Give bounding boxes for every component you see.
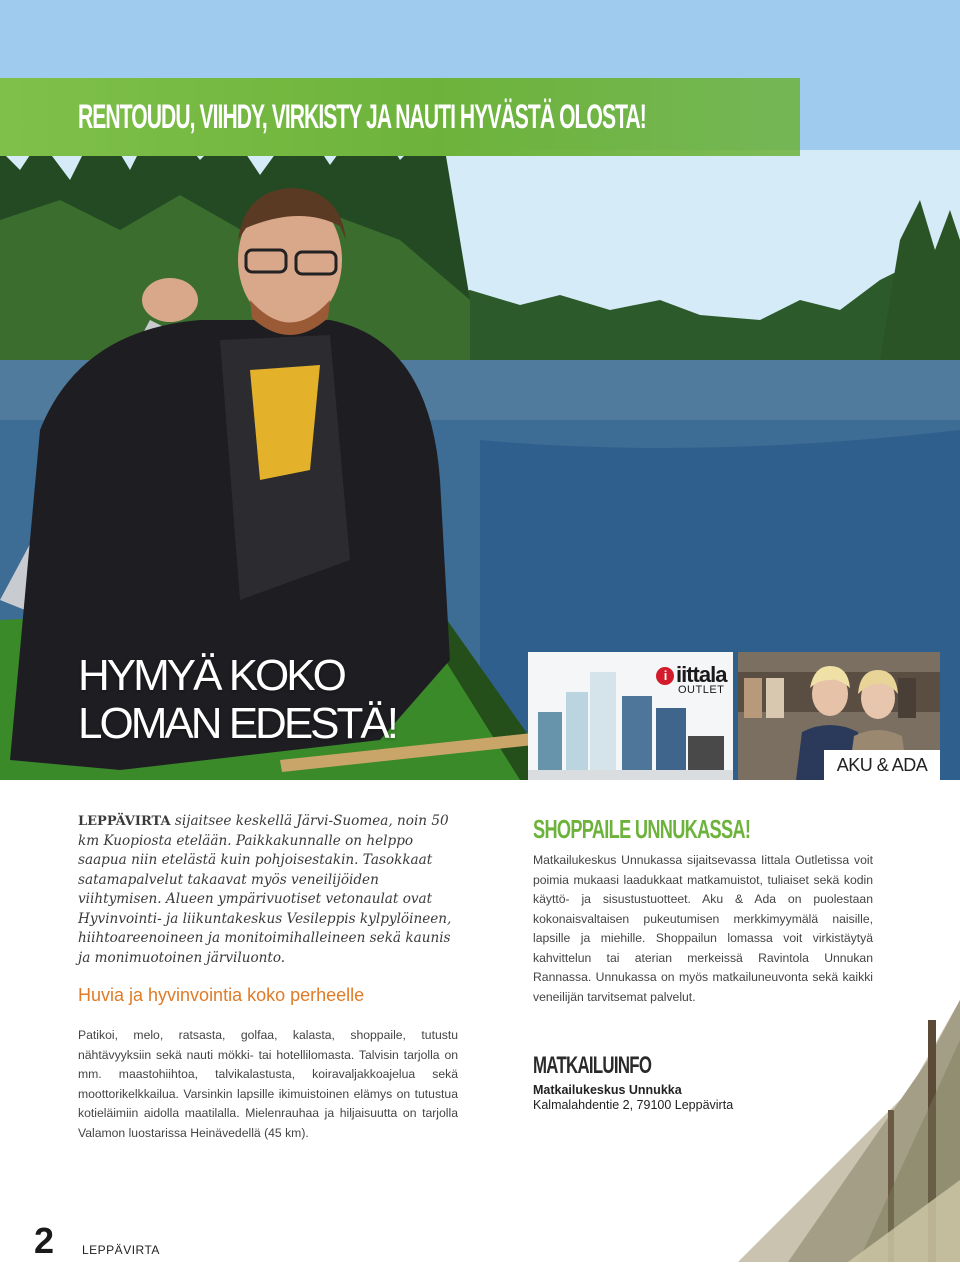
intro-text: sijaitsee keskellä Järvi-Suomea, noin 50 km Kuopiosta etelään. Paikkakunnalle on helppo saapua niin etelästä kuin pohjoisestakin. Tasokkaat satamapalvelut takaavat myös veneilijöiden viihtymisen. Alueen ympärivuotiset vetonaulat ovat Hyvinvointi- ja liikuntakeskus Vesileppis kylpylöineen, hiihtoareenoineen ja monitoimihalleineen sekä kaunis ja monimuotoinen järviluonto. [78, 813, 452, 966]
intro-place-name: LEPPÄVIRTA [78, 814, 171, 829]
hero-title-line-1: HYMYÄ KOKO [78, 651, 344, 700]
family-paragraph: Patikoi, melo, ratsasta, golfaa, kalasta, shoppaile, tutustu nähtävyyksiin sekä nauti mökki- tai hotellilomasta. Talvisin tarjolla on mm. maastohiihtoa, talvikalastusta, koiravaljakkoajelua sekä moottorikelkkailua. Varsinkin lapsille ikimuistoinen elämys on tutustua kotieläimiin aidolla maatilalla. Mielenrauhaa ja hiljaisuutta on tarjolla Valamon luostarissa Heinävedellä (45 km). [78, 1028, 458, 1140]
iittala-outlet-photo [528, 652, 733, 780]
aku-ada-logo: AKU & ADA [824, 750, 940, 780]
iittala-name: iittala [676, 662, 727, 687]
shopping-heading: SHOPPAILE UNNUKASSA! [533, 814, 751, 844]
family-heading: Huvia ja hyvinvointia koko perheelle [78, 985, 365, 1005]
footer-label: LEPPÄVIRTA [82, 1243, 160, 1257]
shopping-paragraph: Matkailukeskus Unnukassa sijaitsevassa Iittala Outletissa voit poimia mukaasi laadukkaat matkamuistot, tuliaiset sekä kodin käyttö- ja sisustustuotteet. Aku & Ada on puolestaan kokonaisvaltaisen pukeutumisen merkkimyymälä naisille, lapsille ja miehille. Shoppailun lomassa voit virkistäytyä kahvittelun tai aterian merkeissä Ravintola Unnukan Rannassa. Unnukassa on myös matkailuneuvonta sekä kaikki veneilijän tarvitsemat palvelut. [533, 853, 873, 1004]
iittala-outlet-logo [656, 662, 733, 696]
info-venue-name: Matkailukeskus Unnukka [533, 1083, 682, 1097]
info-address: Kalmalahdentie 2, 79100 Leppävirta [533, 1098, 734, 1112]
aku-ada-store-photo [738, 652, 940, 780]
page-number: 2 [34, 1220, 55, 1261]
forest-illustration [738, 1000, 960, 1262]
intro-paragraph [78, 812, 460, 968]
iittala-outlet-word: OUTLET [678, 684, 725, 696]
headline-banner-text: RENTOUDU, VIIHDY, VIRKISTY JA NAUTI HYVÄSTÄ OLOSTA! [78, 98, 646, 136]
hero-title [78, 652, 396, 748]
info-heading: MATKAILUINFO [533, 1052, 652, 1079]
iittala-red-dot: i [656, 667, 674, 685]
forest-corner-photo [738, 1000, 960, 1262]
hero-title-line-2: LOMAN EDESTÄ! [78, 699, 396, 748]
